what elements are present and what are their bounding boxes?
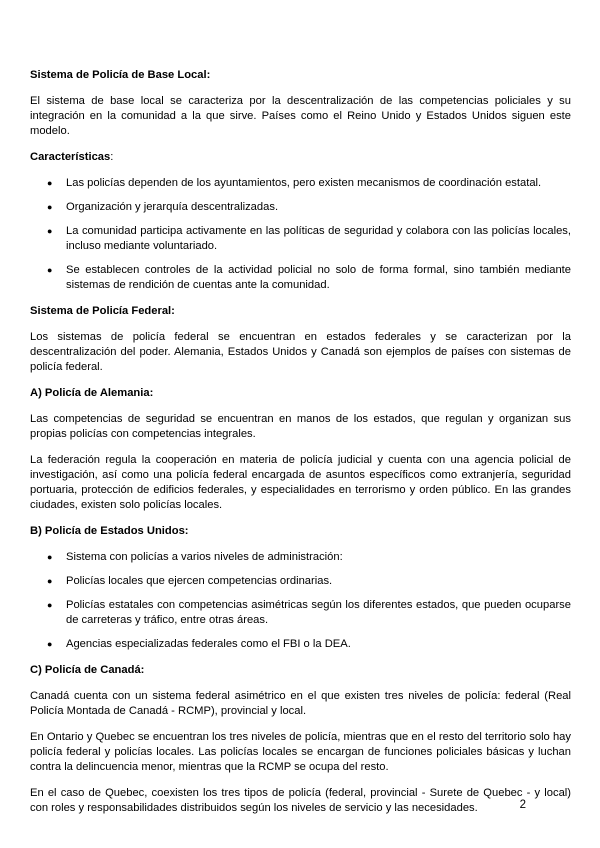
characteristics-label-line: Características: xyxy=(30,151,114,163)
list-item: ● Agencias especializadas federales como el FBI o la DEA. xyxy=(30,637,571,652)
characteristics-label: Características xyxy=(30,151,111,163)
germany-paragraph-1: Las competencias de seguridad se encuentran en manos de los estados, que regulan y organizan sus propias policías con competencias integrales. xyxy=(30,413,571,440)
list-item: ● Las policías dependen de los ayuntamientos, pero existen mecanismos de coordinación estatal. xyxy=(30,176,571,191)
canada-paragraph-3: En el caso de Quebec, coexisten los tres tipos de policía (federal, provincial - Surete de Quebec - y local) con roles y responsabilidades distribuidos según los niveles de servicio y las necesidades. xyxy=(30,787,571,814)
list-item: ● Se establecen controles de la actividad policial no solo de forma formal, sino también mediante sistemas de rendición de cuentas ante la comunidad. xyxy=(30,263,571,293)
list-item: ● Organización y jerarquía descentralizadas. xyxy=(30,200,571,215)
list-item: ● Policías locales que ejercen competencias ordinarias. xyxy=(30,574,571,589)
list-item: ● Policías estatales con competencias asimétricas según los diferentes estados, que pueden ocuparse de carreteras y tráfico, entre otras áreas. xyxy=(30,598,571,628)
canada-heading: C) Policía de Canadá: xyxy=(30,664,145,676)
usa-list xyxy=(30,550,571,652)
canada-paragraph-1: Canadá cuenta con un sistema federal asimétrico en el que existen tres niveles de policía: federal (Real Policía Montada de Canadá - RCMP), provincial y local. xyxy=(30,690,571,717)
germany-heading: A) Policía de Alemania: xyxy=(30,387,154,399)
document-page xyxy=(30,68,571,827)
germany-paragraph-2: La federación regula la cooperación en materia de policía judicial y cuenta con una agencia policial de investigación, así como una policía federal encargada de asuntos específicos como extranjería, seguridad portuaria, protección de edificios federales, y especialidades en terrorismo y orden público. En las grandes ciudades, existen solo policías locales. xyxy=(30,454,571,511)
local-system-heading: Sistema de Policía de Base Local: xyxy=(30,69,211,81)
list-item: ● Sistema con policías a varios niveles de administración: xyxy=(30,550,571,565)
local-characteristics-list xyxy=(30,176,571,293)
usa-heading: B) Policía de Estados Unidos: xyxy=(30,525,189,537)
canada-paragraph-2: En Ontario y Quebec se encuentran los tres niveles de policía, mientras que en el resto del territorio solo hay policía federal y policías locales. Las policías locales se encargan de funciones policiales básicas y luchan contra la delincuencia menor, mientras que la RCMP se ocupa del resto. xyxy=(30,731,571,773)
federal-system-intro: Los sistemas de policía federal se encuentran en estados federales y se caracterizan por la descentralización del poder. Alemania, Estados Unidos y Canadá son ejemplos de países con sistemas de policía federal. xyxy=(30,331,571,373)
local-system-intro: El sistema de base local se caracteriza por la descentralización de las competencias policiales y su integración en la comunidad a la que sirve. Países como el Reino Unido y Estados Unidos siguen este modelo. xyxy=(30,95,571,137)
page-number: 2 xyxy=(519,799,526,811)
list-item: ● La comunidad participa activamente en las políticas de seguridad y colabora con las policías locales, incluso mediante voluntariado. xyxy=(30,224,571,254)
federal-system-heading: Sistema de Policía Federal: xyxy=(30,305,175,317)
